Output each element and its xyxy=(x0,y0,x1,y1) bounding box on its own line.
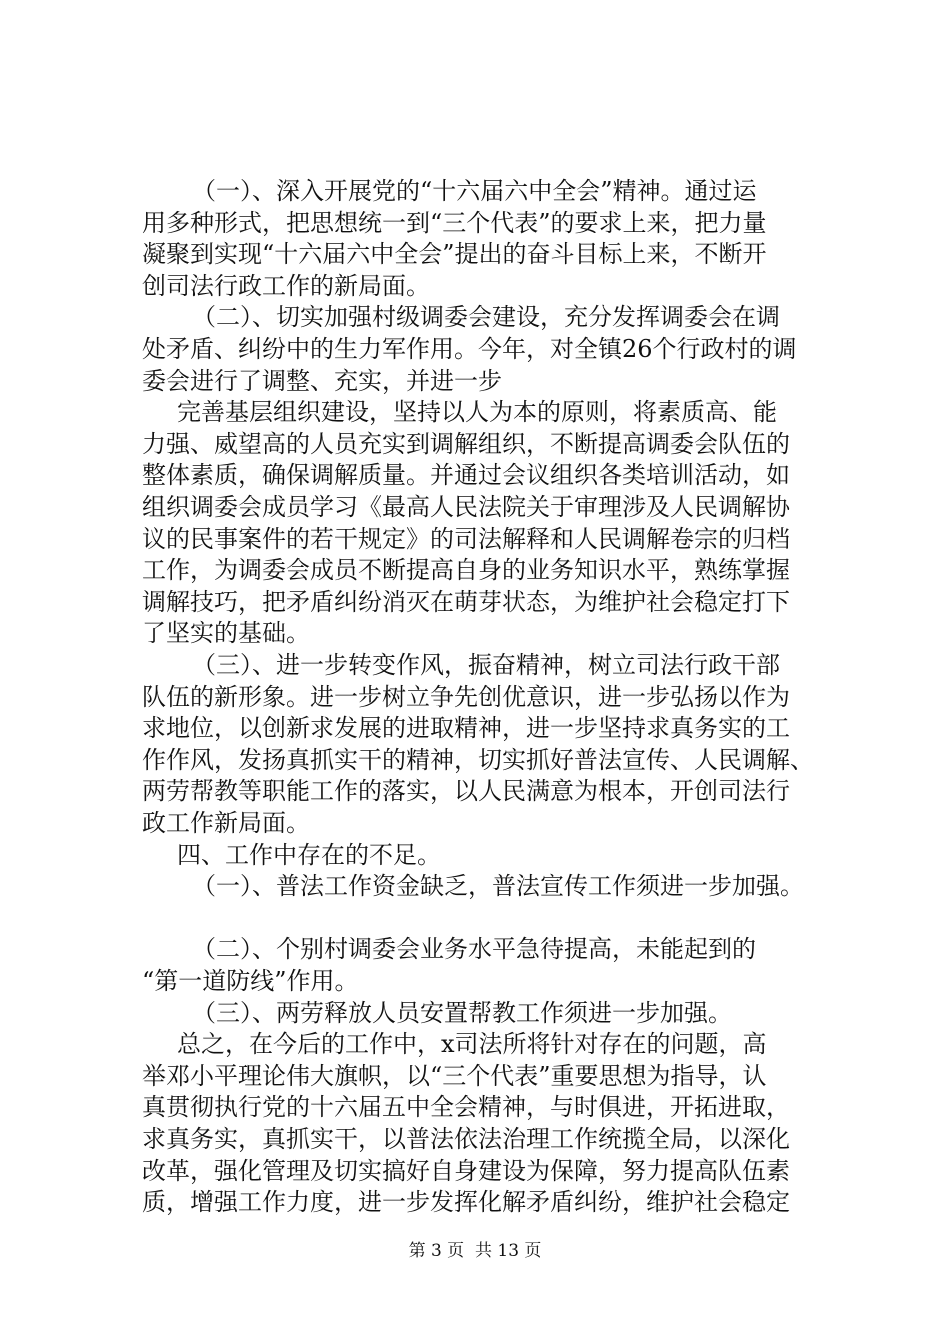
section-heading: 四、工作中存在的不足。 xyxy=(177,841,441,869)
text-line: （一）、普法工作资金缺乏，普法宣传工作须进一步加强。 xyxy=(192,872,804,900)
text-line: 求真务实，真抓实干，以普法依法治理工作统揽全局，以深化 xyxy=(142,1125,790,1153)
text-line: 举邓小平理论伟大旗帜，以“三个代表”重要思想为指导，认 xyxy=(142,1062,767,1090)
text-line: 求地位，以创新求发展的进取精神，进一步坚持求真务实的工 xyxy=(142,714,790,742)
text-line: 质，增强工作力度，进一步发挥化解矛盾纠纷，维护社会稳定 xyxy=(142,1188,790,1216)
text-line: “第一道防线”作用。 xyxy=(142,967,359,995)
text-line: 力强、威望高的人员充实到调解组织，不断提高调委会队伍的 xyxy=(142,430,790,458)
text-line: 工作，为调委会成员不断提高自身的业务知识水平，熟练掌握 xyxy=(142,556,790,584)
text-line: （二）、个别村调委会业务水平急待提高，未能起到的 xyxy=(192,935,756,963)
text-line: 整体素质，确保调解质量。并通过会议组织各类培训活动，如 xyxy=(142,461,790,489)
text-line: 调解技巧，把矛盾纠纷消灭在萌芽状态，为维护社会稳定打下 xyxy=(142,588,790,616)
text-line: 创司法行政工作的新局面。 xyxy=(142,272,430,300)
text-line: 议的民事案件的若干规定》的司法解释和人民调解卷宗的归档 xyxy=(142,525,790,553)
text-line: （三）、两劳释放人员安置帮教工作须进一步加强。 xyxy=(192,999,732,1027)
text-line: 委会进行了调整、充实，并进一步 xyxy=(142,367,502,395)
text-line: （一）、深入开展党的“十六届六中全会”精神。通过运 xyxy=(192,177,757,205)
text-line: 了坚实的基础。 xyxy=(142,619,310,647)
page-number-footer: 第 3 页 共 13 页 xyxy=(408,1241,542,1261)
text-line: （二）、切实加强村级调委会建设，充分发挥调委会在调 xyxy=(192,303,780,331)
text-line: 总之，在今后的工作中，x司法所将针对存在的问题，高 xyxy=(177,1030,767,1058)
text-line: 组织调委会成员学习《最高人民法院关于审理涉及人民调解协 xyxy=(142,493,790,521)
text-line: 政工作新局面。 xyxy=(142,809,310,837)
text-line: 凝聚到实现“十六届六中全会”提出的奋斗目标上来，不断开 xyxy=(142,240,767,268)
text-line: （三）、进一步转变作风，振奋精神，树立司法行政干部 xyxy=(192,651,780,679)
text-line: 改革，强化管理及切实搞好自身建设为保障，努力提高队伍素 xyxy=(142,1157,790,1185)
text-line: 真贯彻执行党的十六届五中全会精神，与时俱进，开拓进取， xyxy=(142,1093,790,1121)
text-line: 完善基层组织建设，坚持以人为本的原则，将素质高、能 xyxy=(177,398,777,426)
text-line: 两劳帮教等职能工作的落实，以人民满意为根本，开创司法行 xyxy=(142,777,790,805)
text-line: 作作风，发扬真抓实干的精神，切实抓好普法宣传、人民调解、 xyxy=(142,746,814,774)
text-line: 队伍的新形象。进一步树立争先创优意识，进一步弘扬以作为 xyxy=(142,683,790,711)
text-line: 用多种形式，把思想统一到“三个代表”的要求上来，把力量 xyxy=(142,209,767,237)
text-line: 处矛盾、纠纷中的生力军作用。今年，对全镇26个行政村的调 xyxy=(142,335,797,363)
